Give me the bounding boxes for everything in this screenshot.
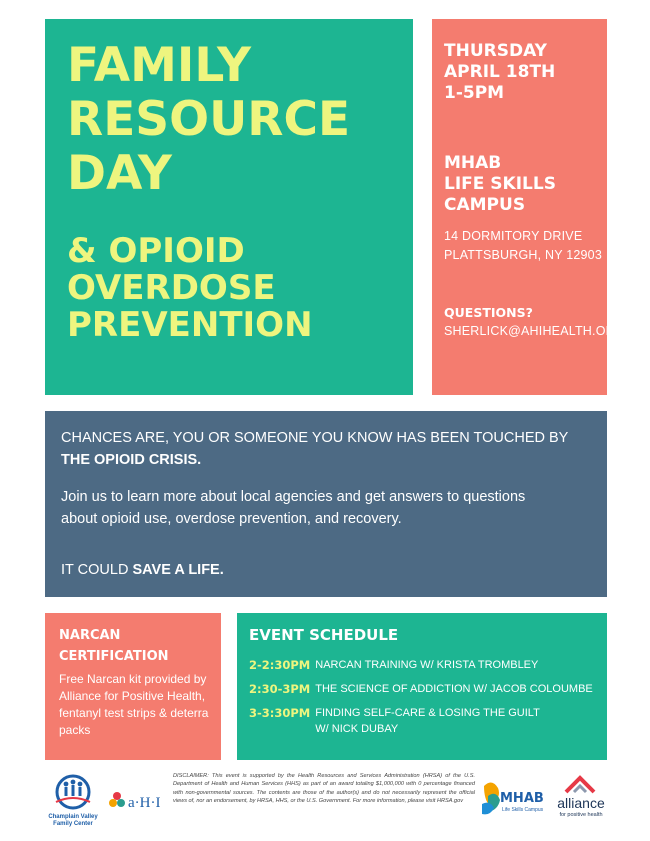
schedule-description: NARCAN TRAINING W/ KRISTA TROMBLEY — [315, 659, 539, 671]
event-info-panel — [432, 19, 625, 395]
schedule-description: FINDING SELF-CARE & LOSING THE GUILT W/ NICK DUBAY — [315, 707, 540, 735]
opioid-crisis-panel — [45, 411, 607, 597]
schedule-time: 2-2:30PM — [249, 658, 311, 672]
title-panel — [45, 19, 413, 395]
event-date-time: THURSDAY APRIL 18TH 1-5PM — [444, 41, 556, 103]
crisis-emphasis: THE OPIOID CRISIS. — [61, 452, 202, 468]
svg-text:Champlain Valley: Champlain Valley — [48, 814, 98, 820]
save-a-life-line: IT COULD SAVE A LIFE. — [61, 562, 224, 578]
schedule-title: EVENT SCHEDULE — [249, 626, 399, 644]
schedule-item — [249, 705, 540, 737]
venue-address: 14 DORMITORY DRIVE PLATTSBURGH, NY 12903 — [444, 229, 602, 262]
champlain-valley-family-center-logo — [48, 772, 98, 828]
schedule-time: 3-3:30PM — [249, 706, 311, 720]
schedule-item — [249, 681, 593, 698]
venue-name: MHAB LIFE SKILLS CAMPUS — [444, 153, 556, 215]
svg-text:MHAB: MHAB — [500, 791, 544, 806]
narcan-description: Free Narcan kit provided by Alliance for Positive Health, fentanyl test strips & deterra packs — [59, 672, 209, 737]
alliance-logo — [552, 770, 610, 824]
narcan-title: NARCAN CERTIFICATION — [59, 628, 169, 664]
schedule-description: THE SCIENCE OF ADDICTION W/ JACOB COLOUMBE — [315, 683, 593, 695]
footer — [0, 766, 650, 841]
crisis-paragraph: Join us to learn more about local agencies and get answers to questions about opioid use, overdose prevention, and recovery. — [61, 489, 526, 527]
svg-text:a·H·I: a·H·I — [128, 795, 161, 811]
crisis-intro: CHANCES ARE, YOU OR SOMEONE YOU KNOW HAS BEEN TOUCHED BY THE OPIOID CRISIS. — [61, 430, 569, 468]
event-schedule-panel — [237, 613, 607, 760]
svg-text:for positive health: for positive health — [559, 812, 603, 818]
contact-email[interactable]: SHERLICK@AHIHEALTH.ORG — [444, 324, 625, 338]
questions-label: QUESTIONS? — [444, 305, 533, 320]
svg-text:alliance: alliance — [557, 795, 605, 811]
narcan-panel — [45, 613, 221, 760]
mhab-logo — [480, 776, 548, 822]
schedule-item — [249, 657, 538, 674]
svg-text:Life Skills Campus: Life Skills Campus — [502, 807, 544, 813]
svg-text:Family Center: Family Center — [53, 821, 93, 827]
schedule-time: 2:30-3PM — [249, 682, 311, 696]
ahi-logo — [108, 788, 168, 814]
event-title: FAMILY RESOURCE DAY — [67, 38, 351, 201]
disclaimer-text: DISCLAIMER: This event is supported by the Health Resources and Services Administration (HRSA) of the U.S. Department of Health and Human Services (HHS) as part of an award totaling $1,000,000 with 0 percentage financed with non-governmental sources. The contents are those of the author(s) and do not necessarily represent the official views of, nor an endorsement, by HRSA, HHS, or the U.S. Government. For more information, please visit HRSA.gov — [173, 773, 475, 805]
event-subtitle: & OPIOID OVERDOSE PREVENTION — [67, 231, 313, 345]
